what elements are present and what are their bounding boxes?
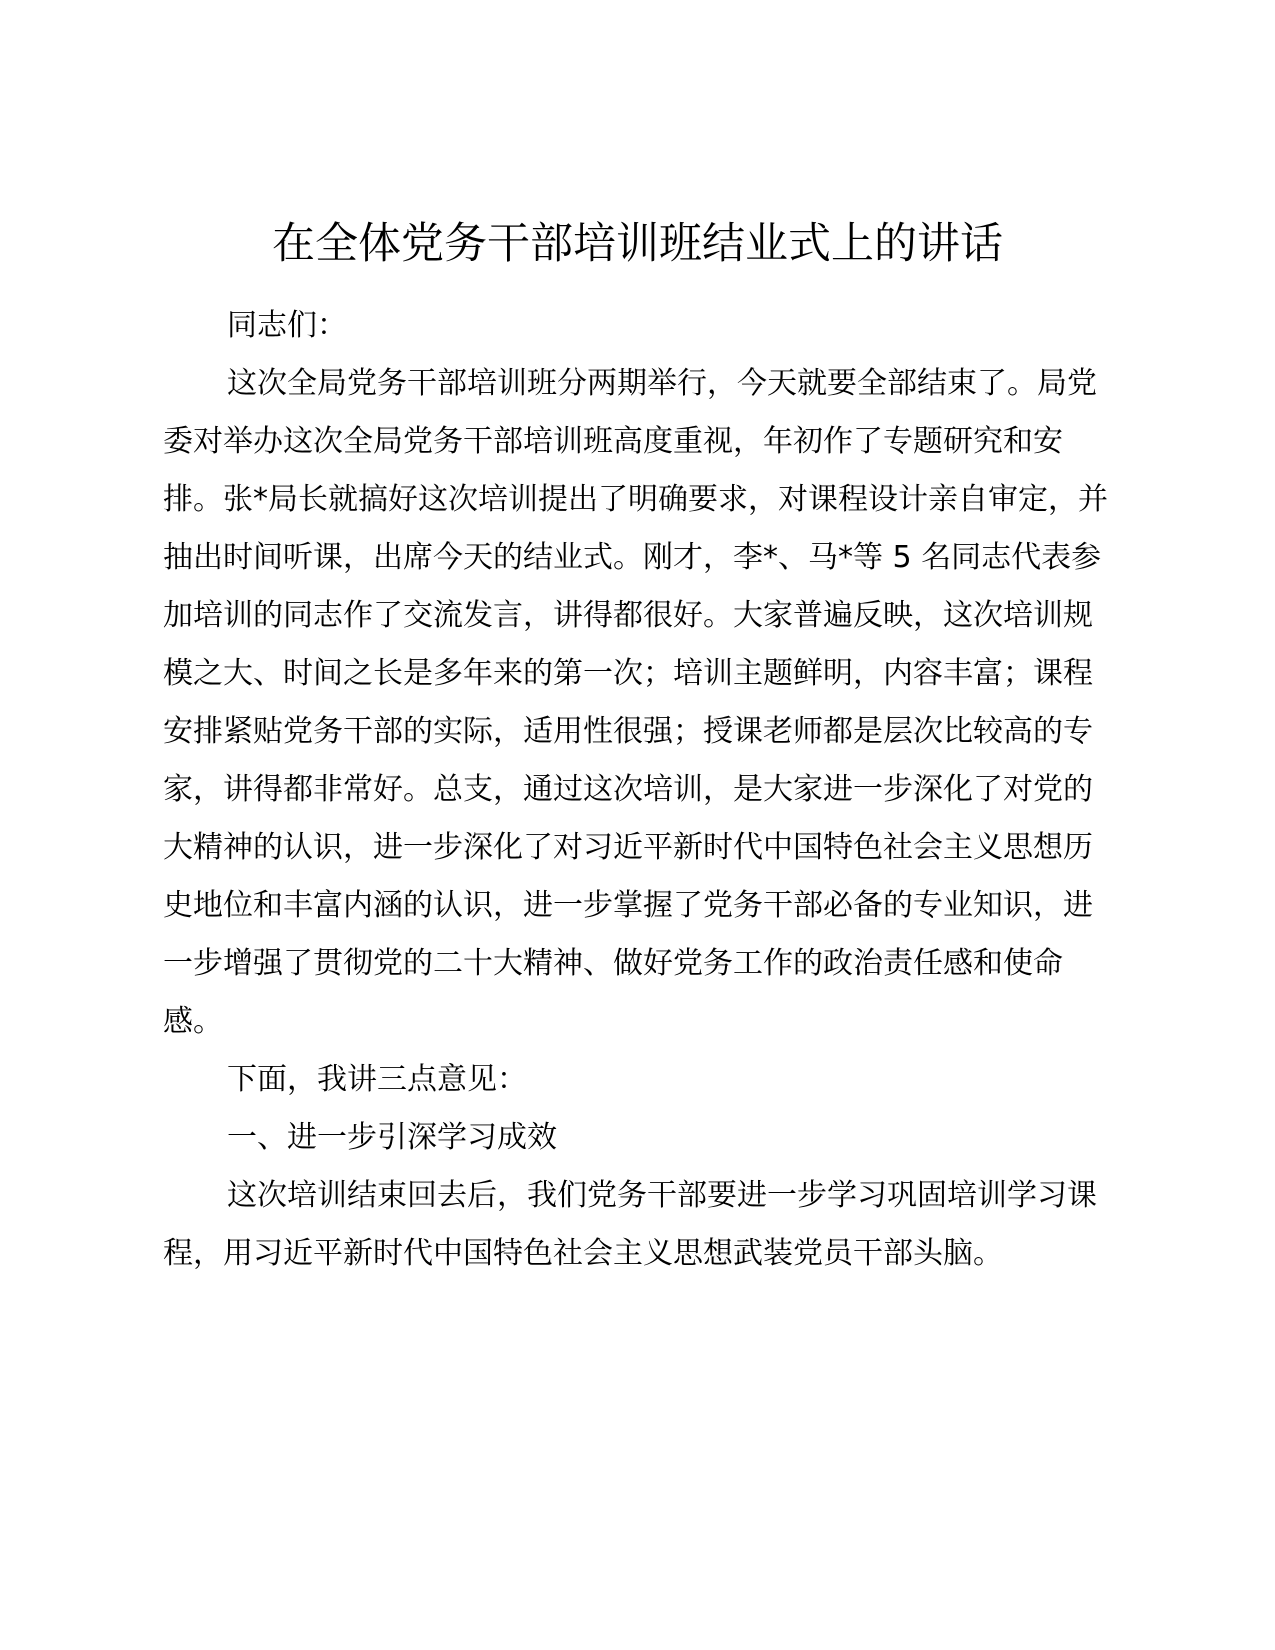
- intro-paragraph: 这次全局党务干部培训班分两期举行，今天就要全部结束了。局党委对举办这次全局党务干部培训班高度重视，年初作了专题研究和安排。张*局长就搞好这次培训提出了明确要求，对课程设计亲自审定，并抽出时间听课，出席今天的结业式。刚才，李*、马*等 5 名同志代表参加培训的同志作了交流发言，讲得都很好。大家普遍反映，这次培训规模之大、时间之长是多年来的第一次；培训主题鲜明，内容丰富；课程安排紧贴党务干部的实际，适用性很强；授课老师都是层次比较高的专家，讲得都非常好。总支，通过这次培训，是大家进一步深化了对党的大精神的认识，进一步深化了对习近平新时代中国特色社会主义思想历史地位和丰富内涵的认识，进一步掌握了党务干部必备的专业知识，进一步增强了贯彻党的二十大精神、做好党务工作的政治责任感和使命感。: [163, 366, 1108, 1039]
- transition-paragraph: 下面，我讲三点意见：: [227, 1062, 527, 1097]
- section-paragraph: 这次培训结束回去后，我们党务干部要进一步学习巩固培训学习课程，用习近平新时代中国特色社会主义思想武装党员干部头脑。: [163, 1178, 1097, 1271]
- document-title: 在全体党务干部培训班结业式上的讲话: [272, 219, 1003, 269]
- document-body: [163, 297, 1113, 1283]
- section-heading: 一、进一步引深学习成效: [227, 1120, 557, 1155]
- salutation-paragraph: 同志们：: [227, 308, 347, 343]
